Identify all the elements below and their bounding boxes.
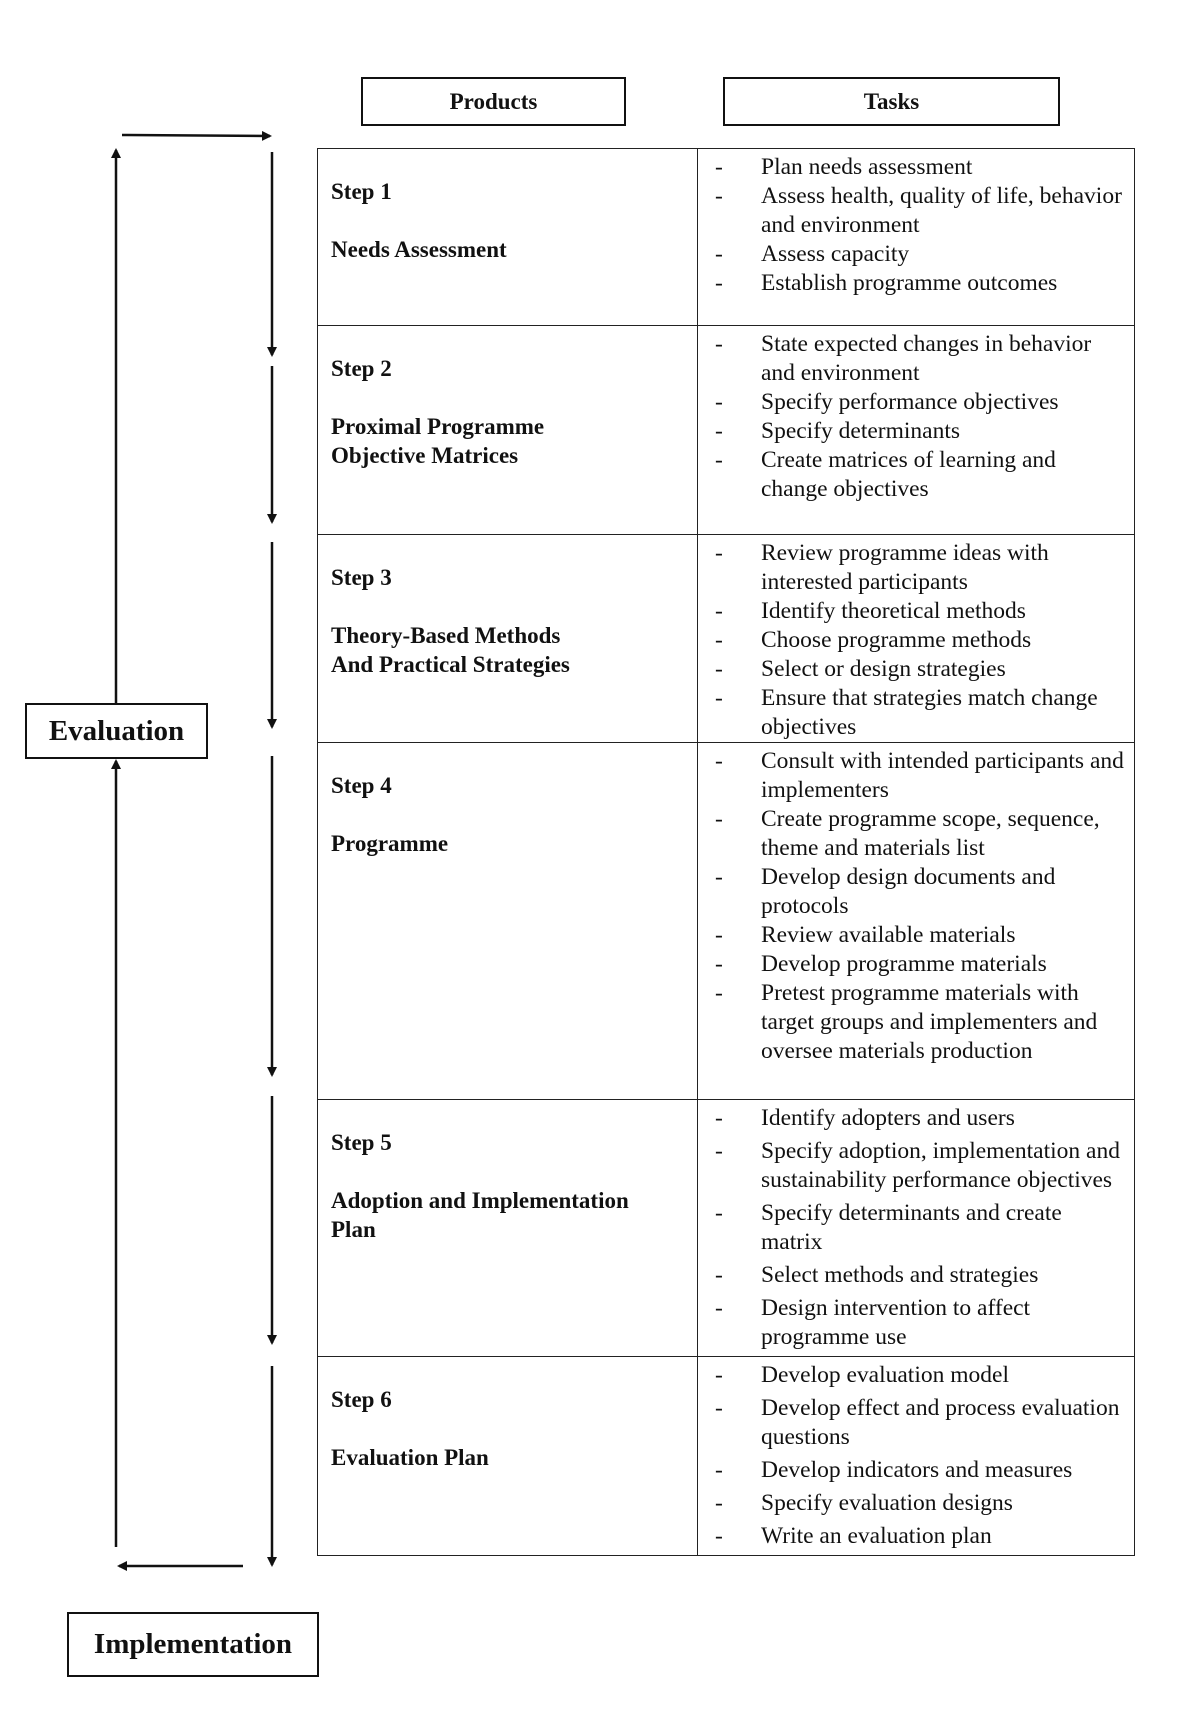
tasks-header: Tasks [723,77,1060,126]
evaluation-box: Evaluation [25,703,208,759]
product-cell [318,535,698,743]
task-list [698,1104,1128,1352]
task-item: - Consult with intended participants and implementers [715,748,1124,803]
table-row [318,149,1135,326]
step-title-line: Programme [331,831,449,856]
step-title [331,621,687,679]
task-item: - Develop evaluation model [715,1362,1009,1388]
step-number: Step 1 [331,179,392,204]
task-item: - Identify adopters and users [715,1105,1015,1131]
tasks-cell [698,743,1135,1100]
task-item: - Identify theoretical methods [715,598,1026,624]
tasks-cell [698,1100,1135,1357]
implementation-box: Implementation [67,1612,319,1677]
product-cell [318,326,698,535]
step-number: Step 5 [331,1130,392,1155]
table-row [318,1357,1135,1556]
task-item: - Design intervention to affect programme use [715,1295,1031,1350]
task-item: - Create programme scope, sequence, theme and materials list [715,806,1100,861]
step-title-line: Plan [331,1217,376,1242]
tasks-cell [698,326,1135,535]
task-item: - Write an evaluation plan [715,1523,992,1549]
tasks-cell [698,1357,1135,1556]
task-item: - Specify adoption, implementation and sustainability performance objectives [715,1138,1120,1193]
task-list [698,1361,1128,1551]
task-item: - Specify determinants and create matrix [715,1200,1062,1255]
step-title [331,1443,687,1472]
task-item: - Review programme ideas with interested participants [715,540,1049,595]
table-row [318,1100,1135,1357]
step-title [331,829,687,858]
step-title-line: Needs Assessment [331,237,507,262]
task-item: - State expected changes in behavior and environment [715,331,1092,386]
table-row [318,326,1135,535]
table-row [318,743,1135,1100]
task-list [698,747,1128,1066]
step-title-line: Objective Matrices [331,443,519,468]
task-item: - Pretest programme materials with target groups and implementers and oversee materials production [715,980,1098,1064]
task-item: - Assess health, quality of life, behavior and environment [715,183,1122,238]
product-cell [318,743,698,1100]
step-title-line: Proximal Programme [331,414,545,439]
step-title-line: Evaluation Plan [331,1445,489,1470]
task-item: - Assess capacity [715,241,910,267]
steps-table [317,148,1135,1556]
step-number: Step 3 [331,565,392,590]
task-item: - Choose programme methods [715,627,1032,653]
task-item: - Develop programme materials [715,951,1047,977]
task-item: - Review available materials [715,922,1016,948]
task-item: - Establish programme outcomes [715,270,1058,296]
task-item: - Develop effect and process evaluation questions [715,1395,1120,1450]
product-cell [318,1100,698,1357]
step-title [331,235,687,264]
step-title-line: Adoption and Implementation [331,1188,629,1213]
products-header: Products [361,77,626,126]
step-number: Step 4 [331,773,392,798]
task-item: - Ensure that strategies match change objectives [715,685,1098,740]
step-title-line: And Practical Strategies [331,652,570,677]
step-number: Step 6 [331,1387,392,1412]
task-item: - Develop indicators and measures [715,1457,1073,1483]
task-list [698,153,1128,298]
table-row [318,535,1135,743]
task-item: - Plan needs assessment [715,154,973,180]
step-number: Step 2 [331,356,392,381]
top-right-arrow [122,135,270,136]
task-item: - Create matrices of learning and change objectives [715,447,1056,502]
task-item: - Specify performance objectives [715,389,1059,415]
task-item: - Specify evaluation designs [715,1490,1013,1516]
task-list [698,330,1128,504]
tasks-cell [698,149,1135,326]
tasks-cell [698,535,1135,743]
task-item: - Select or design strategies [715,656,1006,682]
task-item: - Develop design documents and protocols [715,864,1056,919]
task-list [698,539,1128,742]
step-title-line: Theory-Based Methods [331,623,561,648]
step-title [331,1186,687,1244]
product-cell [318,1357,698,1556]
step-title [331,412,687,470]
product-cell [318,149,698,326]
task-item: - Specify determinants [715,418,961,444]
task-item: - Select methods and strategies [715,1262,1039,1288]
